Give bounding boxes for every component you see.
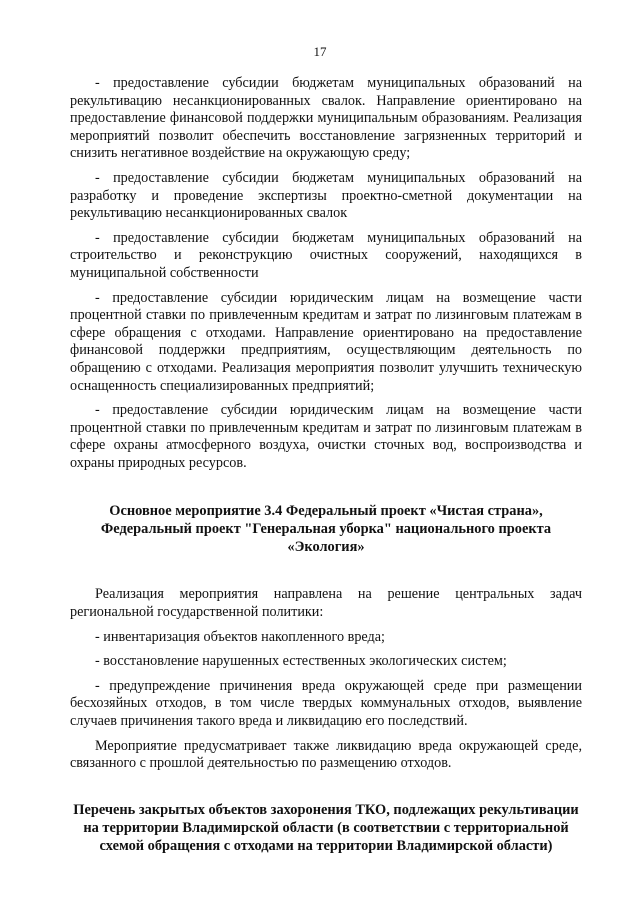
list-item: - восстановление нарушенных естественных экологических систем; bbox=[95, 653, 507, 670]
paragraph-subsidy-dumps: - предоставление субсидии бюджетам муниципальных образований на рекультивацию несанкционированных свалок. Направление ориентировано на предоставление финансовой поддержки муниципальным образованиям. Реализация мероприятий позволит обеспечить восстановление загрязненных территорий и снизить негативное воздействие на окружающую среду; bbox=[70, 75, 582, 162]
paragraph-intro: Реализация мероприятия направлена на решение центральных задач региональной государственной политики: bbox=[70, 586, 582, 621]
paragraph-subsidy-air-water-loans: - предоставление субсидии юридическим лицам на возмещение части процентной ставки по привлеченным кредитам и затрат по лизинговым платежам в сфере охраны атмосферного воздуха, очистки сточных вод, воспроизводства и охраны природных ресурсов. bbox=[70, 402, 582, 471]
list-item: - предупреждение причинения вреда окружающей среде при размещении бесхозяйных отходов, в том числе твердых коммунальных отходов, выявление случаев причинения такого вреда и ликвидацию его последствий. bbox=[70, 677, 582, 730]
section-heading-landfill-list: Перечень закрытых объектов захоронения ТКО, подлежащих рекультивации на территории Владимирской области (в соответствии с территориальной схемой обращения с отходами на территории Владимирской области) bbox=[73, 801, 579, 854]
list-item: - инвентаризация объектов накопленного вреда; bbox=[95, 628, 385, 645]
paragraph-subsidy-design-docs: - предоставление субсидии бюджетам муниципальных образований на разработку и проведение экспертизы проектно-сметной документации на рекультивацию несанкционированных свалок bbox=[70, 169, 582, 222]
paragraph-subsidy-waste-loans: - предоставление субсидии юридическим лицам на возмещение части процентной ставки по привлеченным кредитам и затрат по лизинговым платежам в сфере обращения с отходами. Направление ориентировано на предоставление финансовой поддержки предприятиям, осуществляющим деятельность по обращению с отходами. Реализация мероприятия позволит улучшить техническую оснащенность специализированных предприятий; bbox=[70, 289, 582, 394]
section-heading-3-4: Основное мероприятие 3.4 Федеральный проект «Чистая страна», Федеральный проект "Генеральная уборка" национального проекта «Экология» bbox=[100, 503, 552, 556]
paragraph-subsidy-treatment-plants: - предоставление субсидии бюджетам муниципальных образований на строительство и реконструкцию очистных сооружений, находящихся в муниципальной собственности bbox=[70, 229, 582, 281]
document-body bbox=[70, 75, 582, 855]
paragraph-closing: Мероприятие предусматривает также ликвидацию вреда окружающей среде, связанного с прошлой деятельностью по размещению отходов. bbox=[70, 737, 582, 772]
page-number: 17 bbox=[313, 44, 327, 59]
